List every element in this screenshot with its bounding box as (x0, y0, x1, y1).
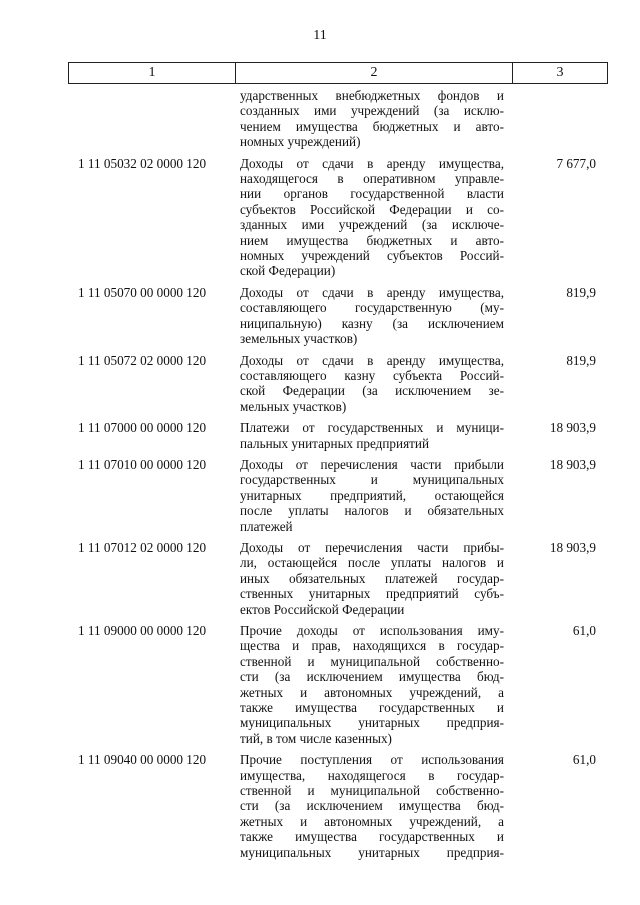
row-description (234, 88, 510, 150)
description-line: пальных унитарных предприятий (240, 435, 430, 451)
description-line: номных учреждений) (240, 134, 361, 150)
table-row (68, 353, 608, 415)
row-description (234, 752, 510, 860)
description-line: Прочие доходы от использования иму- (240, 623, 504, 638)
row-description (234, 353, 510, 415)
page-number: 11 (313, 28, 327, 43)
description-line: жетных и автономных учреждений, а (240, 684, 504, 700)
description-line: ской Федерации) (240, 263, 336, 279)
description-line: Доходы от сдачи в аренду имущества, (240, 284, 504, 300)
description-line: ектов Российской Федерации (240, 601, 405, 617)
description-line: также имущества государственных и (240, 829, 504, 845)
row-description (234, 540, 510, 617)
description-line: щества и прав, находящихся в государ- (240, 638, 504, 654)
description-line: мельных участков) (240, 398, 347, 414)
description-line: муниципальных унитарных предприя- (240, 844, 504, 860)
row-description (234, 156, 510, 279)
table-row (68, 88, 608, 150)
description-line: Доходы от сдачи в аренду имущества, (240, 155, 504, 171)
table-row (68, 285, 608, 347)
header-col-3: 3 (556, 65, 564, 80)
description-line: нии органов государственной власти (240, 186, 504, 202)
description-line: зданных ими учреждений (за исключе- (240, 217, 504, 233)
description-line: государственных и муниципальных (240, 472, 504, 488)
row-value: 18 903,9 (549, 456, 596, 472)
row-code: 1 11 05032 02 0000 120 (78, 155, 207, 171)
description-line: ниципальную) казну (за исключением (240, 315, 504, 331)
description-line: Доходы от перечисления части прибыли (240, 456, 504, 472)
row-value: 18 903,9 (549, 420, 596, 436)
row-code: 1 11 07010 00 0000 120 (78, 456, 207, 472)
description-line: нием имущества бюджетных и авто- (240, 232, 504, 248)
description-line: составляющего казну субъекта Россий- (240, 367, 504, 383)
row-code: 1 11 07000 00 0000 120 (78, 420, 207, 436)
table-header (68, 62, 608, 84)
description-line: после уплаты налогов и обязательных (240, 503, 504, 519)
description-line: жетных и автономных учреждений, а (240, 813, 504, 829)
description-line: сти (за исключением имущества бюд- (240, 669, 504, 685)
description-line: созданных ими учреждений (за исклю- (240, 103, 504, 119)
description-line: номных учреждений субъектов Россий- (240, 248, 504, 264)
table-row (68, 540, 608, 617)
table-row (68, 156, 608, 279)
row-description (234, 623, 510, 746)
description-line: ственной и муниципальной собственно- (240, 653, 504, 669)
description-line: ственной и муниципальной собственно- (240, 783, 504, 799)
description-line: муниципальных унитарных предприя- (240, 715, 504, 731)
row-value: 18 903,9 (549, 539, 596, 555)
table-row (68, 752, 608, 860)
description-line: ли, остающейся после уплаты налогов и (240, 555, 504, 571)
description-line: тий, в том числе казенных) (240, 730, 392, 746)
description-line: чением имущества бюджетных и авто- (240, 118, 504, 134)
description-line: Доходы от сдачи в аренду имущества, (240, 352, 504, 368)
row-code: 1 11 09040 00 0000 120 (78, 752, 207, 768)
table-row (68, 420, 608, 451)
row-code: 1 11 05070 00 0000 120 (78, 284, 207, 300)
table-row (68, 623, 608, 746)
description-line: находящегося в оперативном управле- (240, 171, 504, 187)
row-description (234, 457, 510, 534)
description-line: унитарных предприятий, остающейся (240, 487, 504, 503)
description-line: Платежи от государственных и муници- (240, 420, 504, 436)
description-line: субъектов Российской Федерации и со- (240, 201, 504, 217)
row-code: 1 11 09000 00 0000 120 (78, 623, 207, 638)
description-line: земельных участков) (240, 331, 358, 347)
row-description (234, 285, 510, 347)
header-col-2: 2 (236, 63, 513, 83)
description-line: ственных унитарных предприятий субъ- (240, 586, 504, 602)
row-value: 61,0 (572, 623, 596, 638)
table-body (68, 84, 608, 860)
description-line: ской Федерации (за исключением зе- (240, 383, 504, 399)
description-line: Прочие поступления от использования (240, 752, 504, 768)
description-line: имущества, находящегося в государ- (240, 767, 504, 783)
description-line: иных обязательных платежей государ- (240, 570, 504, 586)
description-line: также имущества государственных и (240, 700, 504, 716)
row-value: 819,9 (566, 352, 596, 368)
header-col-1: 1 (69, 63, 236, 83)
row-value (510, 88, 608, 150)
table-row (68, 457, 608, 534)
description-line: сти (за исключением имущества бюд- (240, 798, 504, 814)
row-code (68, 88, 234, 150)
row-description (234, 420, 510, 451)
description-line: Доходы от перечисления части прибы- (240, 539, 504, 555)
row-value: 819,9 (566, 284, 596, 300)
row-code: 1 11 07012 02 0000 120 (78, 539, 207, 555)
row-value: 61,0 (572, 752, 596, 768)
description-line: ударственных внебюджетных фондов и (240, 88, 504, 103)
row-value: 7 677,0 (556, 155, 596, 171)
description-line: платежей (240, 518, 293, 534)
row-code: 1 11 05072 02 0000 120 (78, 352, 207, 368)
description-line: составляющего государственную (му- (240, 300, 504, 316)
